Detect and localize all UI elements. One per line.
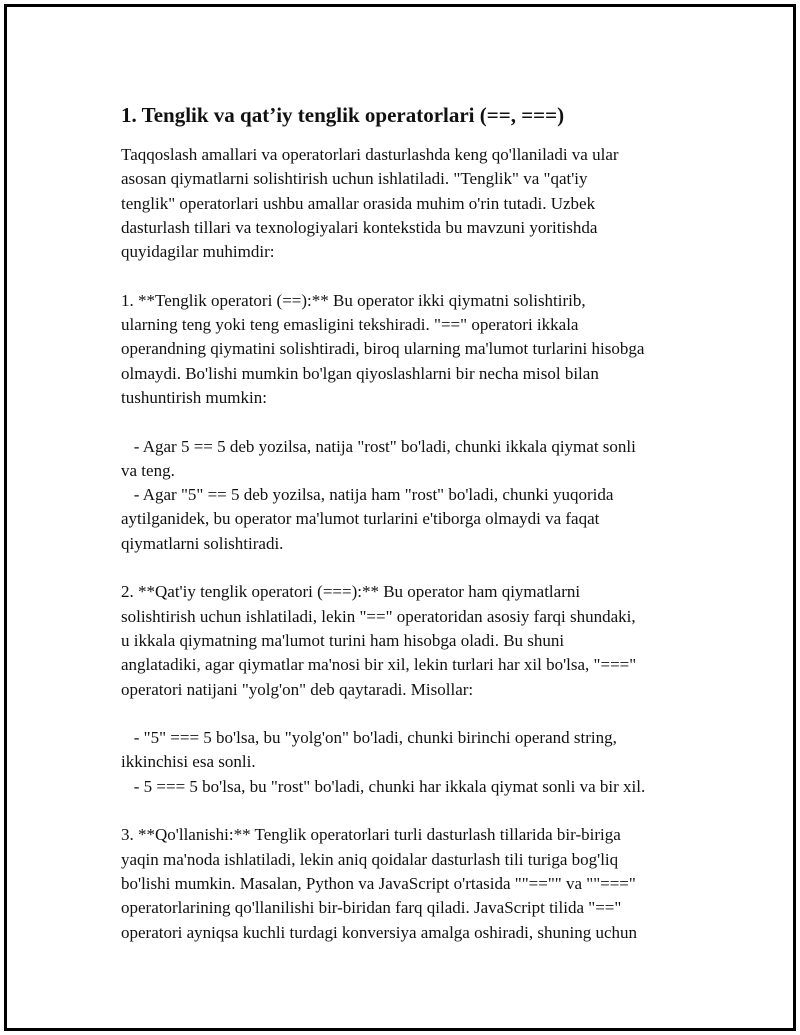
- text-line: - "5" === 5 bo'lsa, bu "yolg'on" bo'ladi, chunki birinchi operand string,: [121, 728, 617, 748]
- blank-line: [121, 410, 696, 434]
- text-line: - 5 === 5 bo'lsa, bu "rost" bo'ladi, chunki har ikkala qiymat sonli va bir xil.: [121, 776, 646, 796]
- text-line: yaqin ma'noda ishlatiladi, lekin aniq qoidalar dasturlash tili turiga bog'liq: [121, 849, 619, 869]
- text-line: 1. **Tenglik operatori (==):** Bu operator ikki qiymatni solishtirib,: [121, 290, 586, 310]
- text-line: aytilganidek, bu operator ma'lumot turlarini e'tiborga olmaydi va faqat: [121, 509, 600, 529]
- text-line: ularning teng yoki teng emasligini tekshiradi. "==" operatori ikkala: [121, 315, 579, 335]
- text-line: 2. **Qat'iy tenglik operatori (===):** Bu operator ham qiymatlarni: [121, 582, 581, 602]
- section-heading: 1. Tenglik va qat’iy tenglik operatorlari (==, ===): [121, 103, 565, 127]
- page-frame: [4, 4, 796, 1031]
- blank-line: [121, 702, 696, 726]
- text-line: olmaydi. Bo'lishi mumkin bo'lgan qiyoslashlarni bir necha misol bilan: [121, 363, 599, 383]
- text-line: tenglik" operatorlari ushbu amallar orasida muhim o'rin tutadi. Uzbek: [121, 193, 596, 213]
- text-line: 3. **Qo'llanishi:** Tenglik operatorlari turli dasturlash tillarida bir-biriga: [121, 825, 621, 845]
- blank-line: [121, 556, 696, 580]
- blank-line: [121, 264, 696, 288]
- text-line: operandning qiymatini solishtiradi, biroq ularning ma'lumot turlarini hisobga: [121, 339, 645, 359]
- text-line: solishtirish uchun ishlatiladi, lekin "==" operatoridan asosiy farqi shundaki,: [121, 606, 636, 626]
- text-line: operatori natijani "yolg'on" deb qaytaradi. Misollar:: [121, 679, 474, 699]
- text-line: - Agar 5 == 5 deb yozilsa, natija "rost" bo'ladi, chunki ikkala qiymat sonli: [121, 436, 636, 456]
- text-lines: [121, 143, 696, 945]
- text-line: tushuntirish mumkin:: [121, 387, 267, 407]
- text-line: quyidagilar muhimdir:: [121, 242, 275, 262]
- text-line: - Agar "5" == 5 deb yozilsa, natija ham "rost" bo'ladi, chunki yuqorida: [121, 485, 614, 505]
- text-line: va teng.: [121, 460, 175, 480]
- text-line: qiymatlarni solishtiradi.: [121, 533, 284, 553]
- text-line: anglatadiki, agar qiymatlar ma'nosi bir xil, lekin turlari har xil bo'lsa, "===": [121, 655, 637, 675]
- text-line: bo'lishi mumkin. Masalan, Python va JavaScript o'rtasida ""=="" va ""===": [121, 873, 636, 893]
- text-line: Taqqoslash amallari va operatorlari dasturlashda keng qo'llaniladi va ular: [121, 145, 619, 164]
- text-line: ikkinchisi esa sonli.: [121, 752, 256, 772]
- text-line: operatori ayniqsa kuchli turdagi konversiya amalga oshiradi, shuning uchun: [121, 922, 638, 942]
- document-body: [121, 101, 696, 945]
- blank-line: [121, 799, 696, 823]
- text-line: asosan qiymatlarni solishtirish uchun ishlatiladi. "Tenglik" va "qat'iy: [121, 169, 588, 189]
- text-line: u ikkala qiymatning ma'lumot turini ham hisobga oladi. Bu shuni: [121, 630, 565, 650]
- text-line: dasturlash tillari va texnologiyalari kontekstida bu mavzuni yoritishda: [121, 217, 598, 237]
- text-line: operatorlarining qo'llanilishi bir-biridan farq qiladi. JavaScript tilida "==": [121, 898, 622, 918]
